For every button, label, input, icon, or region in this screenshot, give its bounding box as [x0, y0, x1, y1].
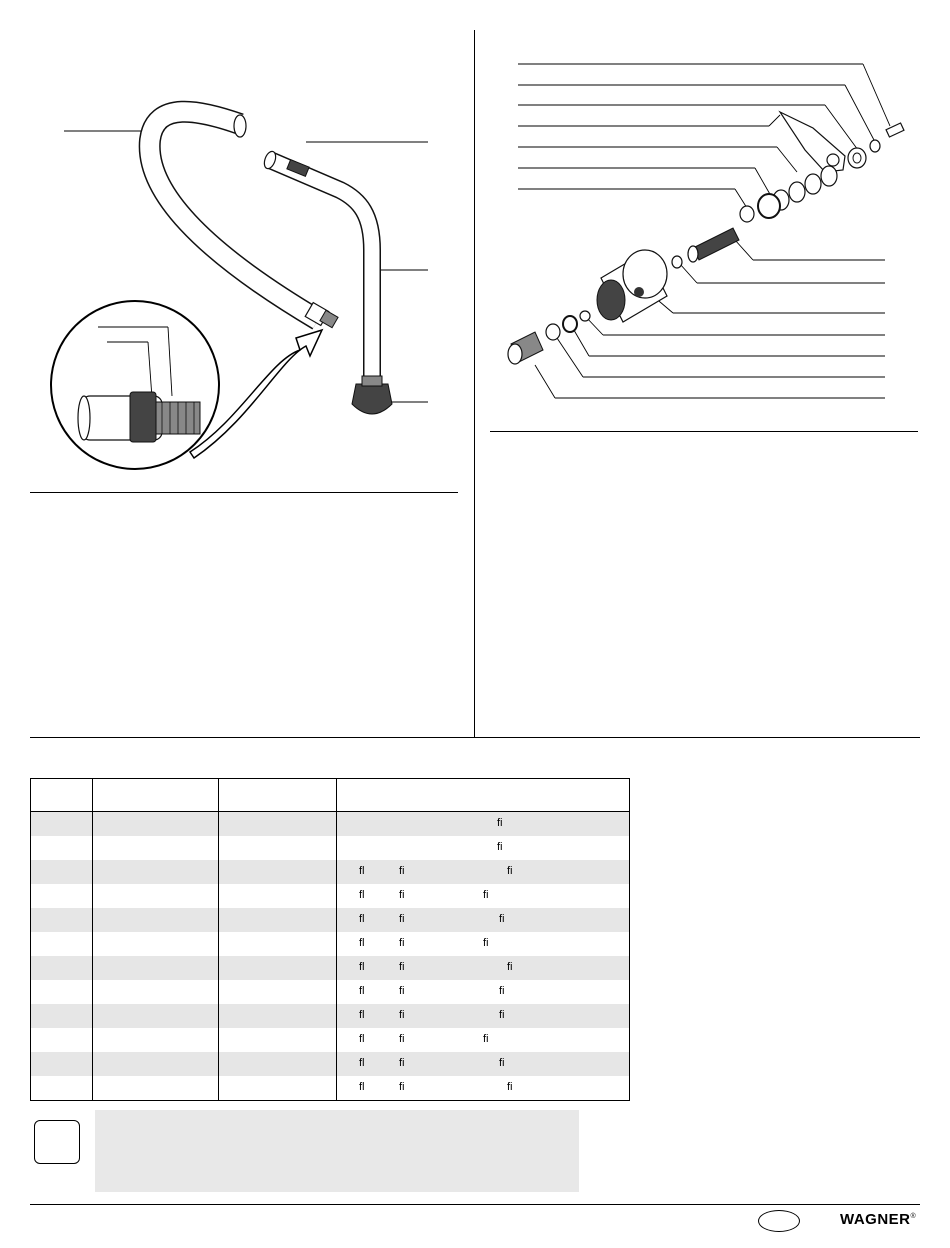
description-cell [337, 956, 630, 980]
part-number-cell [93, 956, 219, 980]
description-glyph: ﬁ [507, 865, 513, 877]
description-glyph: ﬁ [483, 1033, 489, 1045]
table-row [31, 1028, 630, 1052]
item-cell [31, 1076, 93, 1101]
table-row [31, 1052, 630, 1076]
table-header-part-number [93, 779, 219, 812]
description-glyph: ﬁ [399, 913, 405, 925]
part-number-cell [93, 1004, 219, 1028]
part-number-cell [93, 812, 219, 837]
item-cell [31, 860, 93, 884]
quantity-cell [219, 1076, 337, 1101]
item-cell [31, 812, 93, 837]
quantity-cell [219, 932, 337, 956]
description-glyph: ﬂ [359, 865, 365, 877]
description-glyph: ﬂ [359, 1081, 365, 1093]
table-header-item [31, 779, 93, 812]
item-cell [31, 932, 93, 956]
description-glyph: ﬁ [399, 985, 405, 997]
hose-assembly-drawing [0, 0, 475, 490]
table-row [31, 956, 630, 980]
description-cell [337, 884, 630, 908]
right-figure-rule [490, 431, 918, 432]
part-number-cell [93, 1076, 219, 1101]
description-cell [337, 812, 630, 837]
table-header-row [31, 779, 630, 812]
table-row [31, 932, 630, 956]
description-glyph: ﬁ [399, 1081, 405, 1093]
quantity-cell [219, 1004, 337, 1028]
quantity-cell [219, 908, 337, 932]
description-glyph: ﬁ [497, 841, 503, 853]
table-header-quantity [219, 779, 337, 812]
part-number-cell [93, 1028, 219, 1052]
description-glyph: ﬁ [499, 913, 505, 925]
description-glyph: ﬁ [499, 1009, 505, 1021]
description-cell [337, 980, 630, 1004]
item-cell [31, 1028, 93, 1052]
footer-rule [30, 1204, 920, 1205]
part-number-cell [93, 1052, 219, 1076]
part-number-cell [93, 884, 219, 908]
quantity-cell [219, 980, 337, 1004]
description-glyph: ﬁ [507, 1081, 513, 1093]
description-glyph: ﬁ [399, 961, 405, 973]
item-cell [31, 884, 93, 908]
description-cell [337, 1052, 630, 1076]
table-row [31, 860, 630, 884]
description-cell [337, 908, 630, 932]
description-glyph: ﬁ [399, 865, 405, 877]
description-cell [337, 1028, 630, 1052]
table-row [31, 812, 630, 837]
description-cell [337, 860, 630, 884]
left-figure-rule [30, 492, 458, 493]
part-number-cell [93, 932, 219, 956]
description-glyph: ﬂ [359, 889, 365, 901]
quantity-cell [219, 956, 337, 980]
description-glyph: ﬁ [499, 985, 505, 997]
table-header-description [337, 779, 630, 812]
description-glyph: ﬁ [399, 1057, 405, 1069]
parts-list-table [30, 778, 630, 1101]
description-glyph: ﬂ [359, 961, 365, 973]
part-number-cell [93, 836, 219, 860]
item-cell [31, 980, 93, 1004]
quantity-cell [219, 1028, 337, 1052]
item-cell [31, 1004, 93, 1028]
description-glyph: ﬂ [359, 1009, 365, 1021]
table-row [31, 980, 630, 1004]
note-icon [34, 1120, 80, 1164]
description-glyph: ﬂ [359, 985, 365, 997]
description-glyph: ﬂ [359, 1057, 365, 1069]
description-cell [337, 836, 630, 860]
part-number-cell [93, 908, 219, 932]
table-row [31, 908, 630, 932]
item-cell [31, 836, 93, 860]
item-cell [31, 956, 93, 980]
part-number-cell [93, 860, 219, 884]
quantity-cell [219, 860, 337, 884]
table-row [31, 884, 630, 908]
section-rule [30, 737, 920, 738]
description-cell [337, 1076, 630, 1101]
note-panel [95, 1110, 579, 1192]
table-row [31, 836, 630, 860]
part-number-cell [93, 980, 219, 1004]
description-cell [337, 1004, 630, 1028]
quantity-cell [219, 836, 337, 860]
item-cell [31, 1052, 93, 1076]
quantity-cell [219, 812, 337, 837]
description-glyph: ﬁ [507, 961, 513, 973]
description-glyph: ﬁ [483, 937, 489, 949]
item-cell [31, 908, 93, 932]
table-row [31, 1004, 630, 1028]
description-glyph: ﬂ [359, 913, 365, 925]
description-glyph: ﬁ [399, 1009, 405, 1021]
description-cell [337, 932, 630, 956]
description-glyph: ﬁ [497, 817, 503, 829]
table-row [31, 1076, 630, 1101]
description-glyph: ﬁ [483, 889, 489, 901]
quantity-cell [219, 1052, 337, 1076]
brand-logo: WAGNER® [840, 1211, 917, 1228]
description-glyph: ﬂ [359, 1033, 365, 1045]
description-glyph: ﬁ [499, 1057, 505, 1069]
description-glyph: ﬁ [399, 889, 405, 901]
exploded-valve-drawing [475, 0, 950, 430]
description-glyph: ﬁ [399, 1033, 405, 1045]
description-glyph: ﬁ [399, 937, 405, 949]
language-badge [758, 1210, 800, 1232]
quantity-cell [219, 884, 337, 908]
description-glyph: ﬂ [359, 937, 365, 949]
